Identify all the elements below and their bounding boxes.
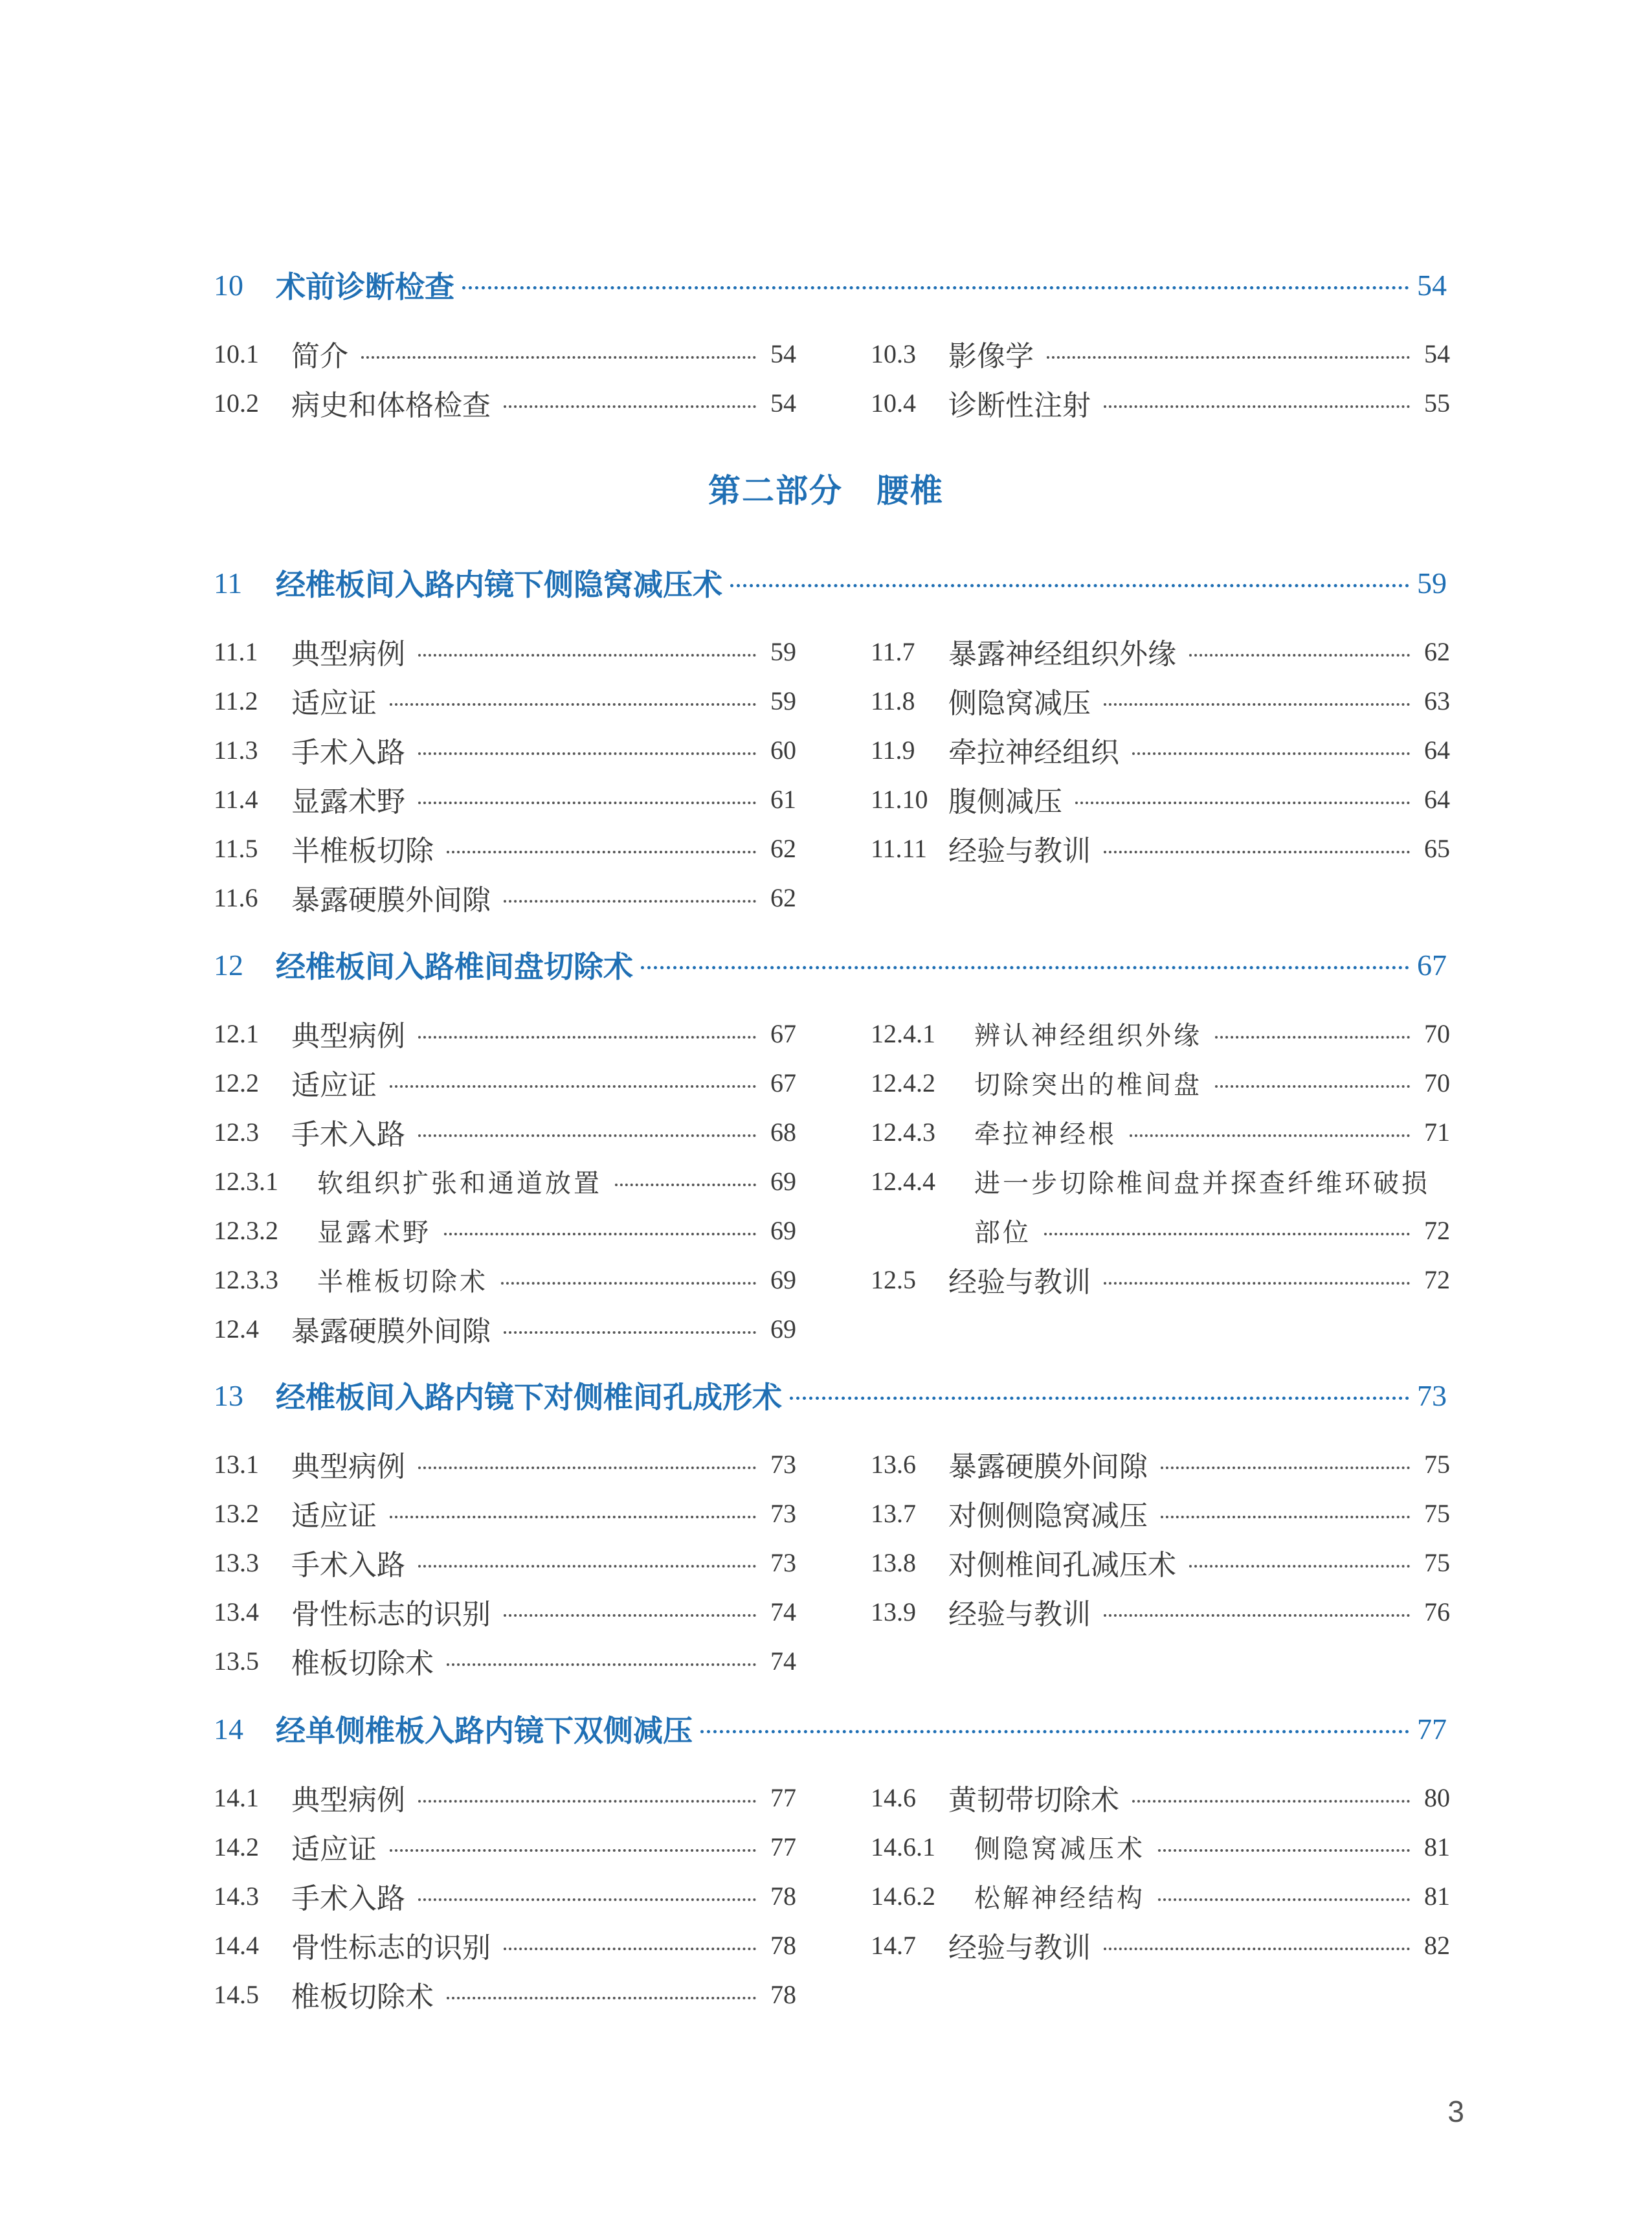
section-page: 70 xyxy=(1424,1068,1450,1097)
section-number: 11.4 xyxy=(214,784,258,814)
chapter-page: 67 xyxy=(1417,948,1447,982)
section-number: 12.3 xyxy=(214,1117,259,1147)
section-number: 14.6.2 xyxy=(871,1881,935,1911)
section-page: 78 xyxy=(770,1930,796,1960)
section-number: 13.4 xyxy=(214,1597,259,1626)
leader-dots xyxy=(447,1663,756,1666)
leader-dots xyxy=(790,1397,1409,1400)
section-number: 14.1 xyxy=(214,1782,259,1812)
toc-subentry[interactable] xyxy=(871,1871,1450,1920)
section-number: 12.1 xyxy=(214,1018,259,1048)
section-number: 10.4 xyxy=(871,388,916,418)
chapter-10-heading[interactable] xyxy=(214,259,1447,311)
leader-dots xyxy=(615,1184,756,1186)
section-title: 半椎板切除 xyxy=(291,835,434,868)
section-title: 典型病例 xyxy=(291,638,405,671)
leader-dots xyxy=(418,1565,756,1568)
section-title: 经验与教训 xyxy=(948,835,1091,868)
section-title: 骨性标志的识别 xyxy=(291,1598,491,1631)
section-number: 14.7 xyxy=(871,1930,916,1960)
section-number: 12.3.1 xyxy=(214,1166,278,1196)
section-page: 71 xyxy=(1424,1117,1450,1147)
section-title: 手术入路 xyxy=(291,1549,405,1582)
leader-dots xyxy=(1161,1467,1410,1469)
section-title: 腹侧减压 xyxy=(948,785,1062,818)
toc-entry[interactable] xyxy=(871,725,1450,774)
chapter-11-heading[interactable] xyxy=(214,557,1447,609)
section-title: 暴露神经组织外缘 xyxy=(948,638,1176,671)
toc-subentry[interactable] xyxy=(871,1822,1450,1871)
section-page: 68 xyxy=(770,1117,796,1147)
section-page: 82 xyxy=(1424,1930,1450,1960)
section-title: 侧隐窝减压 xyxy=(948,687,1091,720)
section-title: 暴露硬膜外间隙 xyxy=(948,1450,1148,1483)
toc-entry[interactable] xyxy=(871,627,1450,676)
leader-dots xyxy=(700,1730,1409,1733)
section-page: 69 xyxy=(770,1215,796,1245)
chapter-12-left-column xyxy=(214,1009,796,1353)
section-page: 81 xyxy=(1424,1832,1450,1861)
toc-subentry[interactable] xyxy=(871,1107,1450,1156)
section-number: 13.3 xyxy=(214,1547,259,1577)
leader-dots xyxy=(1215,1036,1410,1039)
leader-dots xyxy=(1132,752,1410,755)
leader-dots xyxy=(501,1282,756,1285)
section-page: 74 xyxy=(770,1646,796,1676)
section-number: 12.3.3 xyxy=(214,1265,278,1294)
section-number: 12.2 xyxy=(214,1068,259,1097)
section-title: 手术入路 xyxy=(291,1118,405,1151)
toc-entry[interactable] xyxy=(214,873,796,922)
section-number: 11.9 xyxy=(871,735,915,765)
section-page: 64 xyxy=(1424,735,1450,765)
section-page: 80 xyxy=(1424,1782,1450,1812)
section-number: 11.5 xyxy=(214,833,258,863)
leader-dots xyxy=(447,1997,756,1999)
chapter-title: 经椎板间入路内镜下对侧椎间孔成形术 xyxy=(276,1380,782,1415)
section-page: 72 xyxy=(1424,1265,1450,1294)
leader-dots xyxy=(1104,703,1410,706)
section-number: 10.2 xyxy=(214,388,259,418)
leader-dots xyxy=(462,286,1409,289)
chapter-page: 77 xyxy=(1417,1712,1447,1746)
toc-entry[interactable] xyxy=(214,1439,796,1489)
section-title: 经验与教训 xyxy=(948,1931,1091,1964)
toc-entry[interactable] xyxy=(214,1773,796,1822)
section-page: 76 xyxy=(1424,1597,1450,1626)
section-title: 诊断性注射 xyxy=(948,389,1091,422)
toc-entry[interactable] xyxy=(871,824,1450,873)
toc-entry[interactable] xyxy=(871,1255,1450,1304)
section-page: 62 xyxy=(770,833,796,863)
leader-dots xyxy=(418,752,756,755)
toc-entry[interactable] xyxy=(214,329,796,378)
leader-dots xyxy=(1104,1614,1410,1617)
section-title: 暴露硬膜外间隙 xyxy=(291,884,491,917)
section-number: 11.8 xyxy=(871,686,915,715)
section-number: 14.2 xyxy=(214,1832,259,1861)
toc-entry[interactable] xyxy=(214,1970,796,2019)
section-page: 61 xyxy=(770,784,796,814)
section-page: 78 xyxy=(770,1979,796,2009)
toc-entry[interactable] xyxy=(871,1920,1450,1970)
section-page: 77 xyxy=(770,1832,796,1861)
leader-dots xyxy=(504,1331,756,1334)
leader-dots xyxy=(1075,802,1410,804)
section-page: 54 xyxy=(770,339,796,368)
section-page: 72 xyxy=(1424,1215,1450,1245)
leader-dots xyxy=(1189,1565,1410,1568)
section-title: 对侧椎间孔减压术 xyxy=(948,1549,1176,1582)
chapter-title: 经椎板间入路椎间盘切除术 xyxy=(276,949,633,984)
section-page: 62 xyxy=(770,883,796,912)
section-number: 12.4.3 xyxy=(871,1117,935,1147)
leader-dots xyxy=(418,654,756,657)
chapter-number: 13 xyxy=(214,1378,243,1412)
toc-entry[interactable] xyxy=(871,1587,1450,1636)
leader-dots xyxy=(1158,1849,1410,1852)
toc-entry[interactable] xyxy=(871,378,1450,427)
leader-dots xyxy=(1047,356,1410,359)
section-page: 54 xyxy=(1424,339,1450,368)
leader-dots xyxy=(730,584,1409,587)
leader-dots xyxy=(504,900,756,903)
section-number: 11.2 xyxy=(214,686,258,715)
section-page: 55 xyxy=(1424,388,1450,418)
chapter-10-left-column xyxy=(214,329,796,427)
chapter-14-right-column xyxy=(871,1773,1450,1970)
leader-dots xyxy=(390,1849,756,1852)
section-page: 73 xyxy=(770,1547,796,1577)
chapter-12-heading[interactable] xyxy=(214,939,1447,991)
section-number: 13.9 xyxy=(871,1597,916,1626)
section-title: 侧隐窝减压术 xyxy=(974,1834,1145,1864)
chapter-number: 12 xyxy=(214,948,243,982)
section-title: 牵拉神经根 xyxy=(974,1119,1117,1149)
toc-entry[interactable] xyxy=(214,1636,796,1685)
section-number: 13.8 xyxy=(871,1547,916,1577)
toc-subentry[interactable] xyxy=(214,1255,796,1304)
section-title: 手术入路 xyxy=(291,1882,405,1915)
toc-entry[interactable] xyxy=(871,1773,1450,1822)
leader-dots xyxy=(1104,851,1410,853)
section-number: 14.4 xyxy=(214,1930,259,1960)
toc-entry[interactable] xyxy=(214,378,796,427)
section-title: 适应证 xyxy=(291,687,377,720)
toc-entry[interactable] xyxy=(214,1107,796,1156)
section-title: 病史和体格检查 xyxy=(291,389,491,422)
section-number: 12.4.2 xyxy=(871,1068,935,1097)
section-title: 黄韧带切除术 xyxy=(948,1784,1119,1817)
toc-subentry[interactable] xyxy=(214,1156,796,1206)
part-title: 第二部分 腰椎 xyxy=(708,472,944,510)
toc-entry[interactable] xyxy=(871,774,1450,824)
leader-dots xyxy=(361,356,756,359)
leader-dots xyxy=(504,1948,756,1950)
section-number: 14.6.1 xyxy=(871,1832,935,1861)
chapter-number: 14 xyxy=(214,1712,243,1746)
section-title: 对侧侧隐窝减压 xyxy=(948,1500,1148,1533)
leader-dots xyxy=(1104,1282,1410,1285)
toc-entry[interactable] xyxy=(214,1058,796,1107)
leader-dots xyxy=(1104,405,1410,408)
section-number: 11.1 xyxy=(214,636,258,666)
section-page: 64 xyxy=(1424,784,1450,814)
leader-dots xyxy=(1044,1233,1410,1235)
section-number: 12.4.4 xyxy=(871,1166,935,1196)
section-title: 暴露硬膜外间隙 xyxy=(291,1315,491,1348)
section-number: 10.1 xyxy=(214,339,259,368)
section-page: 59 xyxy=(770,636,796,666)
leader-dots xyxy=(1215,1085,1410,1088)
section-title: 显露术野 xyxy=(291,785,405,818)
section-title: 牵拉神经组织 xyxy=(948,736,1119,769)
chapter-page: 59 xyxy=(1417,566,1447,600)
leader-dots xyxy=(418,1036,756,1039)
toc-entry[interactable] xyxy=(214,1538,796,1587)
chapter-11-left-column xyxy=(214,627,796,922)
section-page: 77 xyxy=(770,1782,796,1812)
section-page: 74 xyxy=(770,1597,796,1626)
section-page: 67 xyxy=(770,1068,796,1097)
toc-entry[interactable] xyxy=(871,1439,1450,1489)
toc-entry[interactable] xyxy=(214,1587,796,1636)
leader-dots xyxy=(504,1614,756,1617)
chapter-title: 经单侧椎板入路内镜下双侧减压 xyxy=(276,1713,693,1748)
section-page: 75 xyxy=(1424,1498,1450,1528)
section-page: 54 xyxy=(770,388,796,418)
chapter-13-heading[interactable] xyxy=(214,1369,1447,1421)
leader-dots xyxy=(418,1898,756,1901)
toc-entry[interactable] xyxy=(214,1871,796,1920)
leader-dots xyxy=(444,1233,756,1235)
toc-entry[interactable] xyxy=(214,1304,796,1353)
section-title-continued: 部位 xyxy=(974,1217,1031,1248)
section-title: 适应证 xyxy=(291,1500,377,1533)
chapter-page: 73 xyxy=(1417,1378,1447,1412)
section-number: 12.4 xyxy=(214,1314,259,1343)
section-page: 63 xyxy=(1424,686,1450,715)
section-page: 65 xyxy=(1424,833,1450,863)
section-number: 14.3 xyxy=(214,1881,259,1911)
leader-dots xyxy=(1132,1800,1410,1803)
toc-subentry-continued[interactable] xyxy=(871,1206,1450,1255)
section-title: 影像学 xyxy=(948,340,1034,373)
page-number: 3 xyxy=(1447,2095,1464,2128)
leader-dots xyxy=(1161,1516,1410,1518)
leader-dots xyxy=(1104,1948,1410,1950)
section-number: 13.6 xyxy=(871,1449,916,1479)
toc-entry[interactable] xyxy=(214,1009,796,1058)
section-title: 简介 xyxy=(291,340,348,373)
section-title: 骨性标志的识别 xyxy=(291,1931,491,1964)
toc-entry[interactable] xyxy=(871,1538,1450,1587)
section-page: 78 xyxy=(770,1881,796,1911)
section-page: 69 xyxy=(770,1166,796,1196)
section-page: 75 xyxy=(1424,1547,1450,1577)
section-title: 经验与教训 xyxy=(948,1266,1091,1299)
leader-dots xyxy=(418,1800,756,1803)
leader-dots xyxy=(641,966,1409,969)
toc-entry[interactable] xyxy=(871,676,1450,725)
section-title: 椎板切除术 xyxy=(291,1647,434,1680)
section-page: 81 xyxy=(1424,1881,1450,1911)
section-page: 62 xyxy=(1424,636,1450,666)
section-number: 14.5 xyxy=(214,1979,259,2009)
toc-entry[interactable] xyxy=(214,1489,796,1538)
section-title: 经验与教训 xyxy=(948,1598,1091,1631)
leader-dots xyxy=(390,703,756,706)
section-title: 典型病例 xyxy=(291,1784,405,1817)
section-title: 进一步切除椎间盘并探查纤维环破损 xyxy=(974,1168,1430,1198)
leader-dots xyxy=(504,405,756,408)
toc-entry[interactable] xyxy=(214,824,796,873)
leader-dots xyxy=(418,1134,756,1137)
toc-subentry[interactable] xyxy=(871,1009,1450,1058)
leader-dots xyxy=(1158,1898,1410,1901)
section-title: 半椎板切除术 xyxy=(317,1266,488,1297)
toc-entry[interactable] xyxy=(871,329,1450,378)
section-number: 14.6 xyxy=(871,1782,916,1812)
leader-dots xyxy=(1130,1134,1410,1137)
section-number: 11.11 xyxy=(871,833,928,863)
section-number: 11.10 xyxy=(871,784,928,814)
section-page: 70 xyxy=(1424,1018,1450,1048)
section-number: 10.3 xyxy=(871,339,916,368)
section-title: 适应证 xyxy=(291,1833,377,1866)
toc-subentry-wrapped[interactable] xyxy=(871,1156,1450,1206)
section-page: 67 xyxy=(770,1018,796,1048)
section-number: 11.7 xyxy=(871,636,915,666)
section-number: 12.3.2 xyxy=(214,1215,278,1245)
leader-dots xyxy=(390,1085,756,1088)
toc-entry[interactable] xyxy=(214,1822,796,1871)
leader-dots xyxy=(390,1516,756,1518)
toc-entry[interactable] xyxy=(214,725,796,774)
section-number: 13.5 xyxy=(214,1646,259,1676)
toc-entry[interactable] xyxy=(214,774,796,824)
toc-subentry[interactable] xyxy=(214,1206,796,1255)
toc-entry[interactable] xyxy=(214,627,796,676)
chapter-title: 术前诊断检查 xyxy=(276,269,454,304)
chapter-page: 54 xyxy=(1417,268,1447,302)
toc-entry[interactable] xyxy=(214,1920,796,1970)
section-title: 松解神经结构 xyxy=(974,1883,1145,1913)
chapter-number: 10 xyxy=(214,268,243,302)
chapter-10-right-column xyxy=(871,329,1450,427)
chapter-number: 11 xyxy=(214,566,243,600)
section-page: 59 xyxy=(770,686,796,715)
section-page: 73 xyxy=(770,1498,796,1528)
section-number: 12.5 xyxy=(871,1265,916,1294)
section-title: 椎板切除术 xyxy=(291,1981,434,2014)
section-title: 手术入路 xyxy=(291,736,405,769)
section-title: 辨认神经组织外缘 xyxy=(974,1020,1202,1051)
section-page: 69 xyxy=(770,1265,796,1294)
section-title: 显露术野 xyxy=(317,1217,431,1248)
chapter-title: 经椎板间入路内镜下侧隐窝减压术 xyxy=(276,567,722,602)
toc-entry[interactable] xyxy=(871,1489,1450,1538)
section-title: 典型病例 xyxy=(291,1450,405,1483)
section-page: 75 xyxy=(1424,1449,1450,1479)
section-page: 73 xyxy=(770,1449,796,1479)
chapter-13-left-column xyxy=(214,1439,796,1685)
chapter-14-heading[interactable] xyxy=(214,1703,1447,1755)
chapter-11-right-column xyxy=(871,627,1450,873)
section-number: 13.7 xyxy=(871,1498,916,1528)
toc-subentry[interactable] xyxy=(871,1058,1450,1107)
chapter-14-left-column xyxy=(214,1773,796,2019)
section-number: 12.4.1 xyxy=(871,1018,935,1048)
leader-dots xyxy=(418,1467,756,1469)
section-number: 13.2 xyxy=(214,1498,259,1528)
section-title: 典型病例 xyxy=(291,1020,405,1053)
leader-dots xyxy=(418,802,756,804)
toc-entry[interactable] xyxy=(214,676,796,725)
leader-dots xyxy=(447,851,756,853)
section-number: 13.1 xyxy=(214,1449,259,1479)
section-page: 60 xyxy=(770,735,796,765)
section-number: 11.6 xyxy=(214,883,258,912)
section-title: 适应证 xyxy=(291,1069,377,1102)
section-title: 软组织扩张和通道放置 xyxy=(317,1168,602,1198)
section-title: 切除突出的椎间盘 xyxy=(974,1070,1202,1100)
leader-dots xyxy=(1189,654,1410,657)
section-number: 11.3 xyxy=(214,735,258,765)
chapter-12-right-column xyxy=(871,1009,1450,1304)
chapter-13-right-column xyxy=(871,1439,1450,1636)
section-page: 69 xyxy=(770,1314,796,1343)
